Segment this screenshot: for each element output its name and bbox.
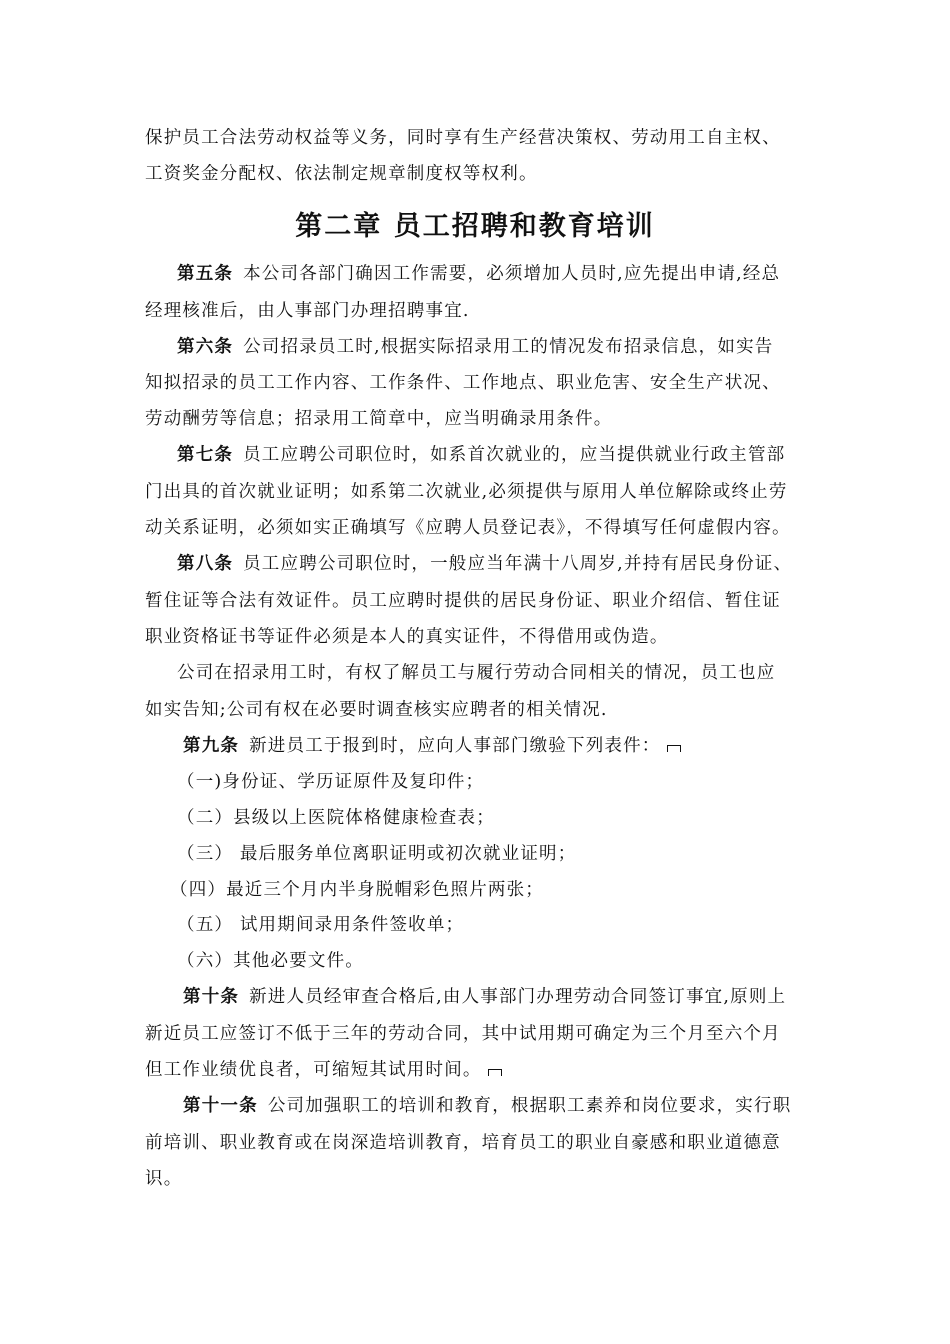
article-7-text: 员工应聘公司职位时，如系首次就业的，应当提供就业行政主管部 bbox=[243, 445, 786, 465]
article-8-label: 第八条 bbox=[177, 554, 234, 574]
article-11-text: 公司加强职工的培训和教育，根据职工素养和岗位要求，实行职 bbox=[267, 1096, 792, 1116]
article-10-label: 第十条 bbox=[183, 987, 240, 1007]
article-5-label: 第五条 bbox=[177, 264, 234, 284]
article-10-line-1 bbox=[183, 986, 786, 1008]
edit-mark-icon bbox=[488, 1069, 502, 1076]
article-5-text: 本公司各部门确因工作需要，必须增加人员时,应先提出申请,经总 bbox=[243, 264, 781, 284]
chapter-title: 第二章 员工招聘和教育培训 bbox=[295, 211, 655, 242]
article-7-line-1 bbox=[177, 444, 785, 466]
article-5-line-1 bbox=[177, 263, 780, 285]
article-7-line-3: 动关系证明，必须如实正确填写《应聘人员登记表》，不得填写任何虚假内容。 bbox=[145, 518, 791, 538]
list-item: （六）其他必要文件。 bbox=[177, 951, 364, 971]
paragraph-line-2: 如实告知;公司有权在必要时调查核实应聘者的相关情况. bbox=[145, 700, 608, 720]
text-line: 保护员工合法劳动权益等义务，同时享有生产经营决策权、劳动用工自主权、 bbox=[145, 128, 781, 148]
article-10-line-2: 新近员工应签订不低于三年的劳动合同，其中试用期可确定为三个月至六个月 bbox=[145, 1024, 781, 1044]
article-6-label: 第六条 bbox=[177, 337, 234, 357]
list-item: （三） 最后服务单位离职证明或初次就业证明； bbox=[177, 844, 577, 864]
article-11-line-2: 前培训、职业教育或在岗深造培训教育，培育员工的职业自豪感和职业道德意 bbox=[145, 1133, 781, 1153]
article-6-line-2: 知拟招录的员工工作内容、工作条件、工作地点、职业危害、安全生产状况、 bbox=[145, 373, 781, 393]
text-line: 工资奖金分配权、依法制定规章制度权等权利。 bbox=[145, 164, 538, 184]
list-item: （一)身份证、学历证原件及复印件； bbox=[177, 772, 485, 792]
article-5-line-2: 经理核准后，由人事部门办理招聘事宜. bbox=[145, 301, 470, 321]
article-11-line-3: 识。 bbox=[145, 1169, 183, 1189]
article-8-line-3: 职业资格证书等证件必须是本人的真实证件，不得借用或伪造。 bbox=[145, 627, 669, 647]
article-7-label: 第七条 bbox=[177, 445, 234, 465]
list-item: （四）最近三个月内半身脱帽彩色照片两张； bbox=[170, 880, 544, 900]
article-6-line-1 bbox=[177, 336, 773, 358]
edit-mark-icon bbox=[667, 745, 681, 752]
article-10-line-3 bbox=[145, 1059, 502, 1081]
article-8-line-1 bbox=[177, 553, 792, 575]
article-9-text: 新进员工于报到时，应向人事部门缴验下列表件： bbox=[249, 736, 661, 756]
article-6-text: 公司招录员工时,根据实际招录用工的情况发布招录信息，如实告 bbox=[243, 337, 774, 357]
article-11-label: 第十一条 bbox=[183, 1096, 258, 1116]
article-8-line-2: 暂住证等合法有效证件。员工应聘时提供的居民身份证、职业介绍信、暂住证 bbox=[145, 591, 781, 611]
article-7-line-2: 门出具的首次就业证明；如系第二次就业,必须提供与原用人单位解除或终止劳 bbox=[145, 482, 788, 502]
list-item: （二）县级以上医院体格健康检查表； bbox=[177, 808, 495, 828]
article-9-label: 第九条 bbox=[183, 736, 240, 756]
article-10-text: 但工作业绩优良者，可缩短其试用时间。 bbox=[145, 1060, 482, 1080]
article-9-line-1 bbox=[183, 735, 681, 757]
article-8-text: 员工应聘公司职位时，一般应当年满十八周岁,并持有居民身份证、 bbox=[243, 554, 793, 574]
list-item: （五） 试用期间录用条件签收单； bbox=[177, 915, 465, 935]
paragraph-line-1: 公司在招录用工时，有权了解员工与履行劳动合同相关的情况，员工也应 bbox=[177, 663, 776, 683]
article-10-text: 新进人员经审查合格后,由人事部门办理劳动合同签订事宜,原则上 bbox=[249, 987, 787, 1007]
article-6-line-3: 劳动酬劳等信息；招录用工简章中，应当明确录用条件。 bbox=[145, 409, 613, 429]
article-11-line-1 bbox=[183, 1095, 791, 1117]
